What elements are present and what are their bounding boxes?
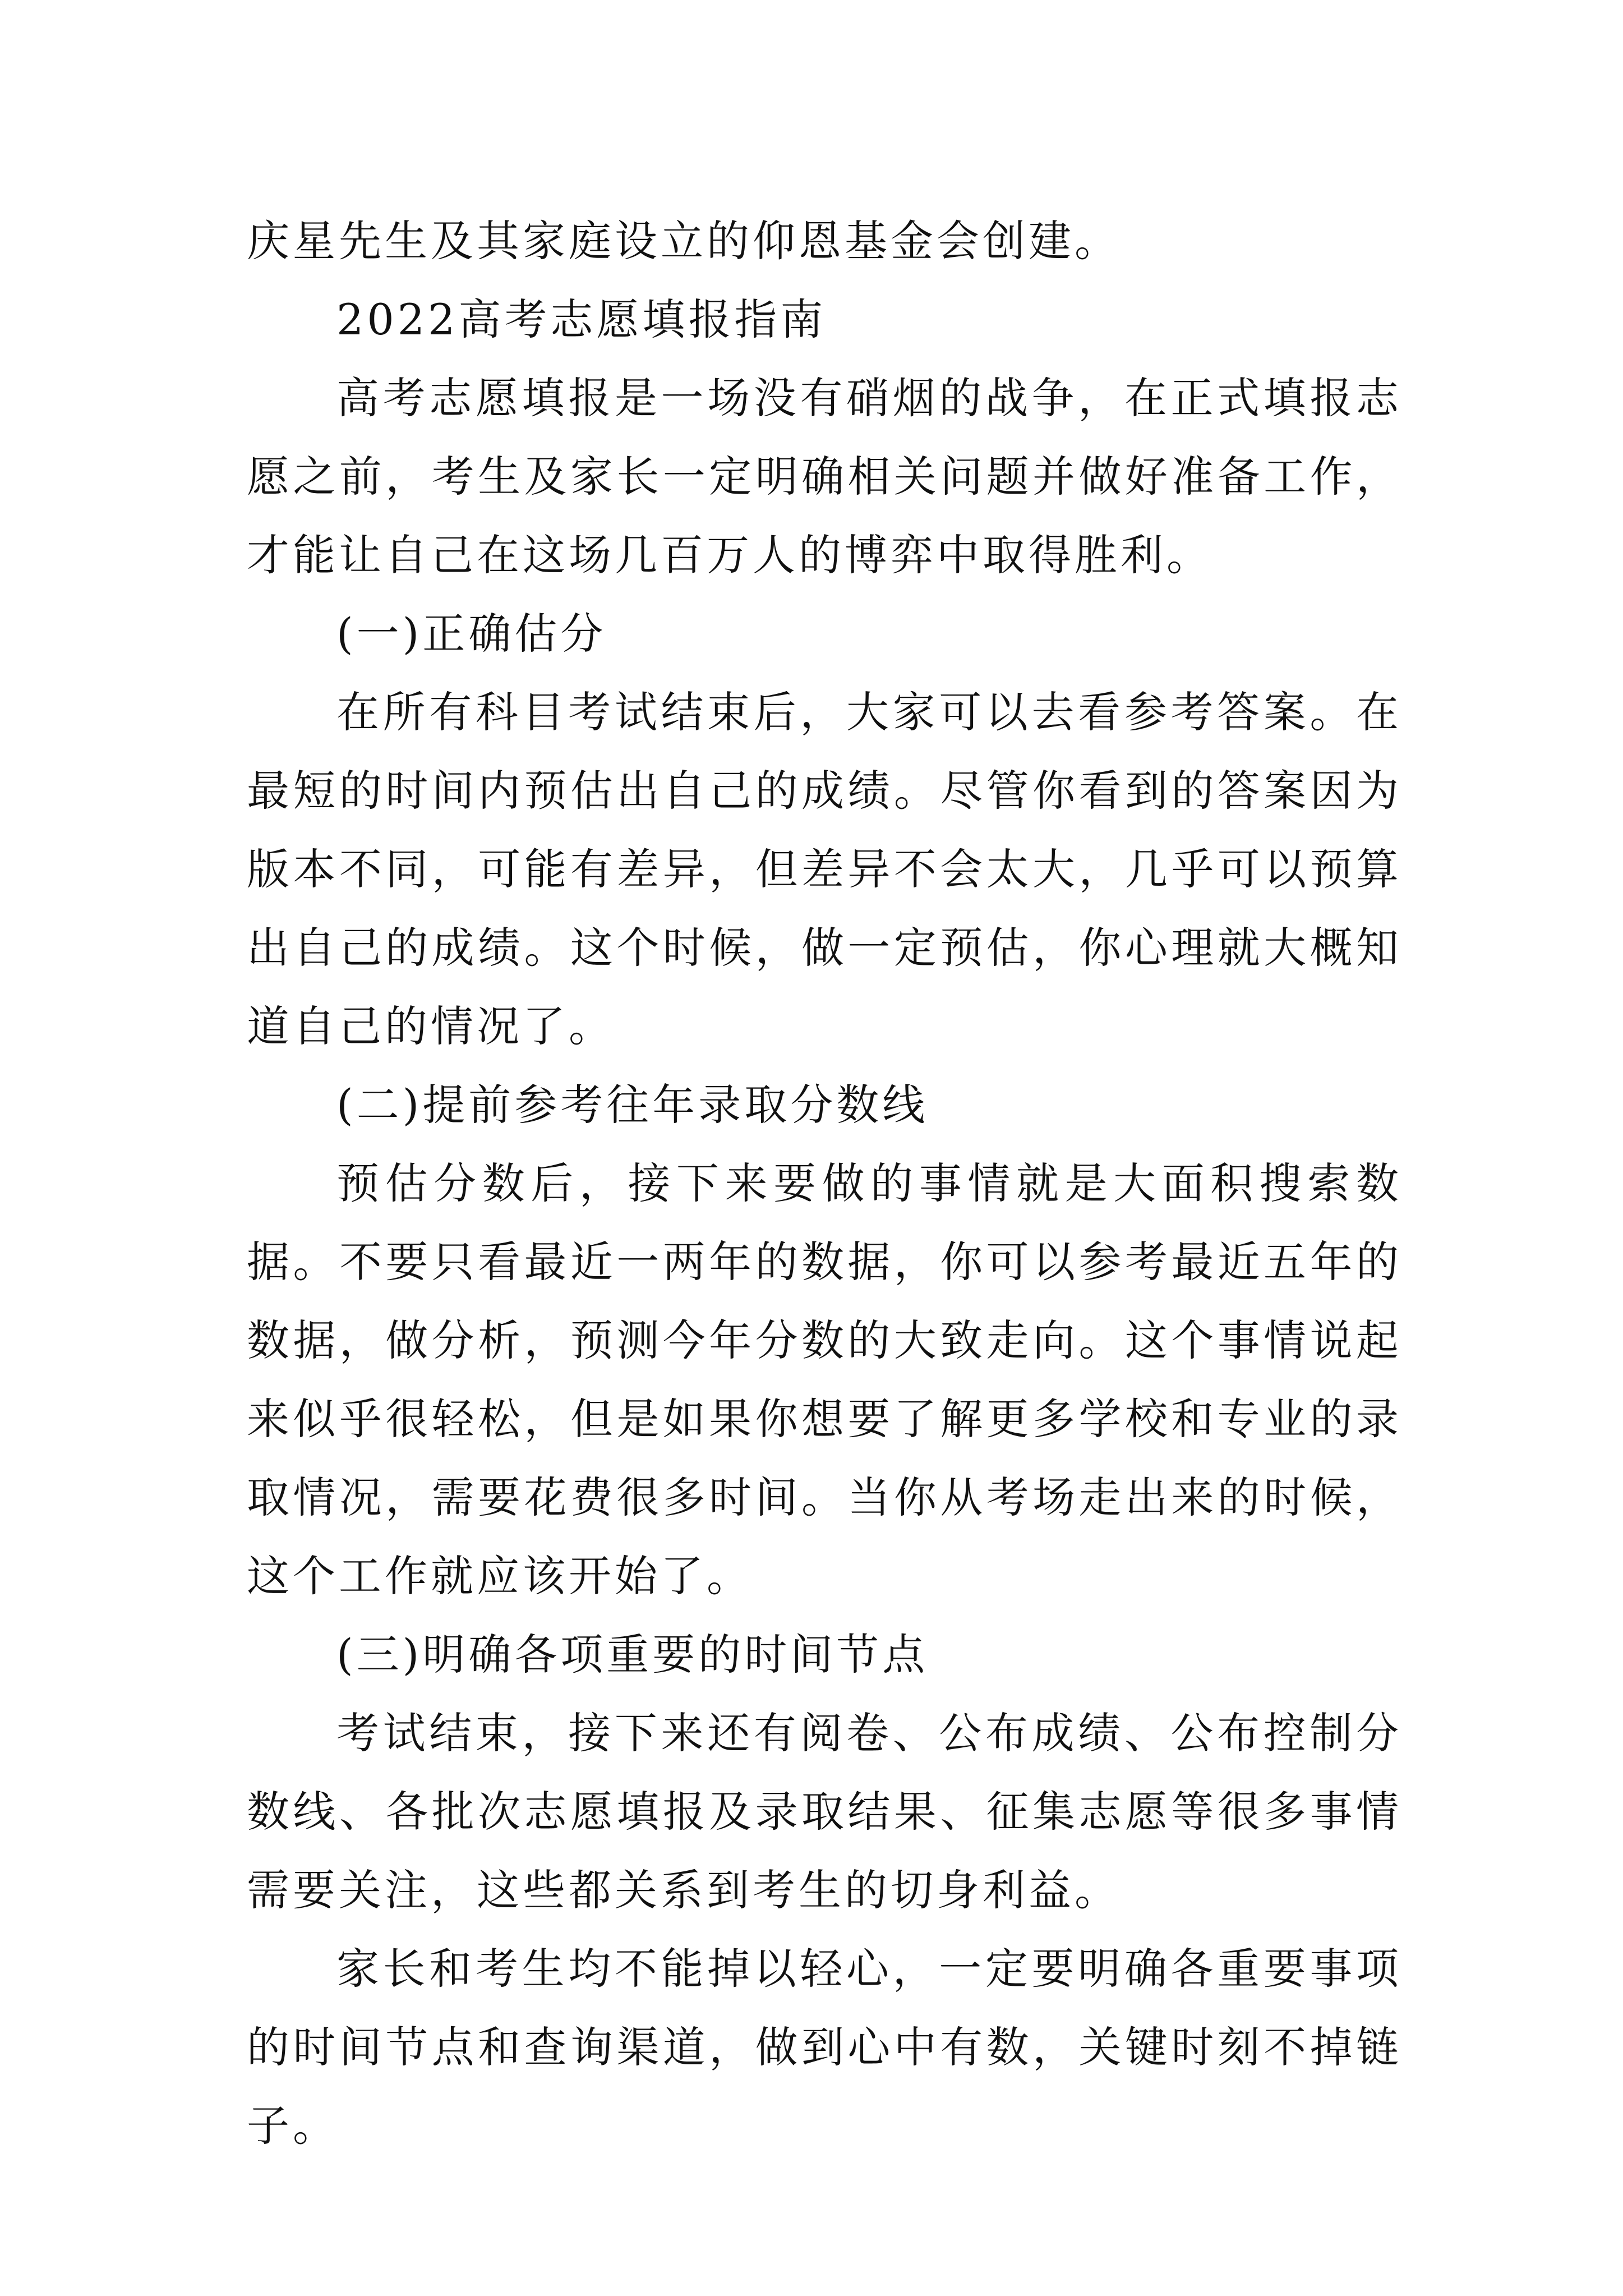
paragraph-intro: 高考志愿填报是一场没有硝烟的战争，在正式填报志愿之前，考生及家长一定明确相关问题并做好准备工作，才能让自己在这场几百万人的博弈中取得胜利。 xyxy=(247,373,1402,580)
subheading-3: (三)明确各项重要的时间节点 xyxy=(336,1630,929,1680)
paragraph-parents-advice: 家长和考生均不能掉以轻心，一定要明确各重要事项的时间节点和查询渠道，做到心中有数，关键时刻不掉链子。 xyxy=(247,1944,1402,2151)
paragraph-score-lines: 预估分数后，接下来要做的事情就是大面积搜索数据。不要只看最近一两年的数据，你可以参考最近五年的数据，做分析，预测今年分数的大致走向。这个事情说起来似乎很轻松，但是如果你想要了解更多学校和专业的录取情况，需要花费很多时间。当你从考场走出来的时候，这个工作就应该开始了。 xyxy=(247,1158,1402,1601)
subheading-2: (二)提前参考往年录取分数线 xyxy=(336,1080,929,1130)
paragraph-estimate-score: 在所有科目考试结束后，大家可以去看参考答案。在最短的时间内预估出自己的成绩。尽管你看到的答案因为版本不同，可能有差异，但差异不会太大，几乎可以预算出自己的成绩。这个时候，做一定预估，你心理就大概知道自己的情况了。 xyxy=(247,687,1402,1051)
document-body xyxy=(247,202,1402,2165)
paragraph-continuation: 庆星先生及其家庭设立的仰恩基金会创建。 xyxy=(247,216,1121,266)
paragraph-time-nodes: 考试结束，接下来还有阅卷、公布成绩、公布控制分数线、各批次志愿填报及录取结果、征集志愿等很多事情需要关注，这些都关系到考生的切身利益。 xyxy=(247,1708,1402,1915)
subheading-1: (一)正确估分 xyxy=(336,609,607,659)
section-title: 2022高考志愿填报指南 xyxy=(336,295,827,344)
